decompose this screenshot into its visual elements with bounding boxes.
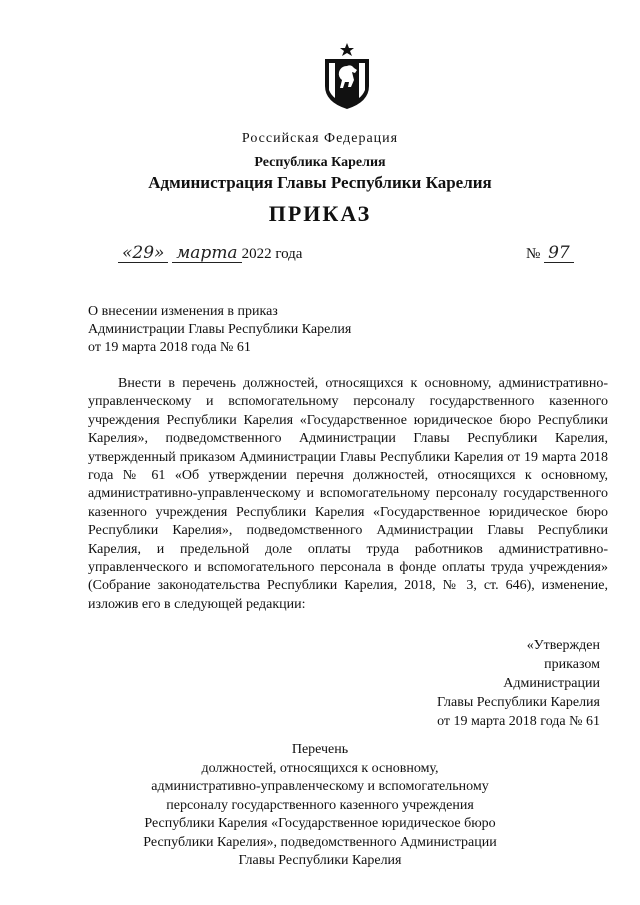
order-date — [118, 244, 302, 263]
order-subject — [88, 303, 351, 357]
number-value: 97 — [544, 244, 574, 263]
republic-name: Республика Карелия — [254, 155, 386, 170]
approval-line: «Утвержден — [526, 638, 600, 653]
date-day: «29» — [118, 244, 168, 263]
list-title-line: Перечень — [291, 742, 349, 757]
country-name: Российская Федерация — [241, 131, 399, 146]
approval-line: Главы Республики Карелия — [437, 695, 600, 710]
approval-line: от 19 марта 2018 года № 61 — [437, 714, 600, 729]
approval-line: приказом — [544, 657, 600, 672]
karelia-coat-of-arms-icon — [321, 42, 373, 110]
list-title-line: персоналу государственного казенного учреждения — [166, 797, 474, 813]
administration-name: Администрация Главы Республики Карелия — [148, 173, 492, 192]
list-title-line: должностей, относящихся к основному, — [201, 760, 439, 776]
document-type-title: ПРИКАЗ — [268, 201, 372, 226]
list-title-line: Республики Карелия», подведомственного Администрации — [143, 834, 497, 850]
date-month: марта — [172, 244, 241, 263]
subject-line: О внесении изменения в приказ — [88, 304, 278, 319]
list-title-line: Главы Республики Карелия — [238, 853, 402, 868]
list-title-line: Республики Карелия «Государственное юридическое бюро — [144, 816, 496, 831]
number-sign: № — [526, 246, 541, 262]
date-year: 2022 года — [241, 246, 303, 262]
order-body-paragraph: Внести в перечень должностей, относящихся к основному, административно-управленческому и вспомогательному персоналу государственного казенного учреждения Республики Карелия «Государственное юридическое бюро Республики Карелия», подведомственного Администрации Главы Республики Карелия, утвержденный приказом Администрации Главы Республики Карелия от 19 марта 2018 года № 61 «Об утверждении перечня должностей, относящихся к основному, административно-управленческому и вспомогательному персоналу государственного казенного учреждения Республики Карелия «Государственное юридическое бюро Республики Карелия», подведомственного Администрации Главы Республики Карелия, и предельной доле оплаты труда работников административно-управленческого и вспомогательного персонала в фонде оплаты труда учреждения» (Собрание законодательства Республики Карелия, 2018, № 3, ст. 646), изменение, изложив его в следующей редакции: — [88, 376, 608, 612]
approval-stamp-text — [437, 636, 600, 731]
subject-line: от 19 марта 2018 года № 61 — [88, 340, 251, 355]
subject-line: Администрации Главы Республики Карелия — [88, 322, 352, 337]
approval-line: Администрации — [503, 676, 600, 691]
order-number — [526, 244, 574, 263]
list-title — [0, 741, 640, 871]
list-title-line: административно-управленческому и вспомогательному — [151, 779, 489, 794]
